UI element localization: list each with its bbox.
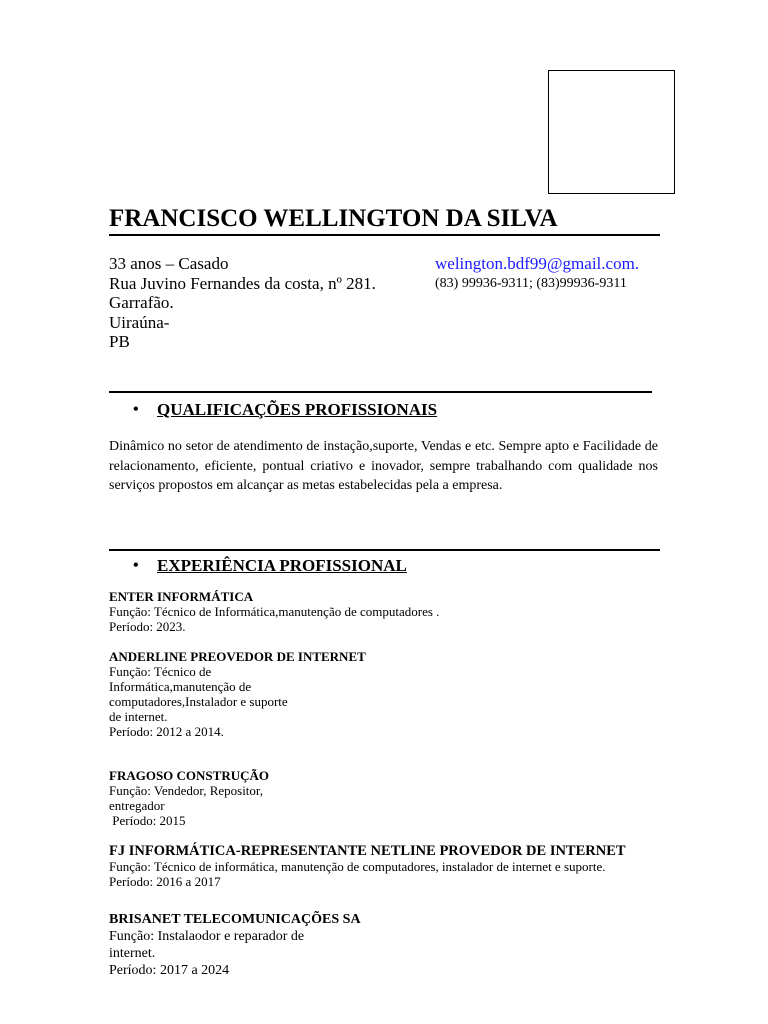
job-company: ANDERLINE PREOVEDOR DE INTERNET xyxy=(109,649,366,664)
job-role: Função: Instalaodor e reparador de xyxy=(109,929,305,944)
job-entry xyxy=(109,589,439,634)
job-period: Período: 2012 a 2014. xyxy=(109,724,224,739)
job-entry xyxy=(109,649,366,739)
job-role: Função: Técnico de informática, manutenção de computadores, instalador de internet e suporte. xyxy=(109,859,606,874)
job-entry xyxy=(109,768,289,828)
job-company: FRAGOSO CONSTRUÇÃO xyxy=(109,768,269,783)
photo-placeholder xyxy=(548,70,675,194)
job-entry xyxy=(109,844,626,889)
job-role: Função: Técnico de Informática,manutenção de computadores . xyxy=(109,604,440,619)
candidate-name: FRANCISCO WELLINGTON DA SILVA xyxy=(109,204,660,236)
job-company: FJ INFORMÁTICA-REPRESENTANTE NETLINE PROVEDOR DE INTERNET xyxy=(109,843,626,859)
divider xyxy=(109,391,652,393)
address-district: Garrafão. xyxy=(109,293,174,312)
qualifications-title: QUALIFICAÇÕES PROFISSIONAIS xyxy=(157,400,438,419)
phone-numbers: (83) 99936-9311; (83)99936-9311 xyxy=(435,276,627,291)
experience-title: EXPERIÊNCIA PROFISSIONAL xyxy=(157,556,407,575)
job-role: internet. xyxy=(109,946,156,961)
address-city: Uiraúna- xyxy=(109,312,170,332)
job-role: Informática,manutenção de xyxy=(109,679,252,694)
bullet-icon: • xyxy=(133,401,139,418)
address-state: PB xyxy=(109,332,130,351)
age-status: 33 anos – Casado xyxy=(109,254,229,273)
bullet-icon: • xyxy=(133,557,139,574)
email-link[interactable]: welington.bdf99@gmail.com. xyxy=(435,254,640,273)
job-period: Período: 2016 a 2017 xyxy=(109,874,221,889)
job-role: entregador xyxy=(109,798,165,813)
personal-info xyxy=(109,254,376,352)
qualifications-heading xyxy=(133,400,533,422)
address-street: Rua Juvino Fernandes da costa, nº 281. xyxy=(109,273,376,293)
qualifications-text: Dinâmico no setor de atendimento de instação,suporte, Vendas e etc. Sempre apto e Facilidade de relacionamento, eficiente, pontual criativo e inovador, sempre trabalhando com qualidade nos serviços propostos em alcançar as metas estabelecidas pela a empresa. xyxy=(109,439,658,493)
divider xyxy=(109,549,660,551)
job-period: Período: 2023. xyxy=(109,619,186,634)
job-period: Período: 2015 xyxy=(109,813,186,828)
job-company: BRISANET TELECOMUNICAÇÕES SA xyxy=(109,912,361,927)
job-entry xyxy=(109,911,361,979)
job-role: de internet. xyxy=(109,709,168,724)
job-role: computadores,Instalador e suporte xyxy=(109,694,288,709)
job-role: Função: Técnico de xyxy=(109,664,212,679)
job-company: ENTER INFORMÁTICA xyxy=(109,589,254,604)
job-period: Período: 2017 a 2024 xyxy=(109,963,230,978)
job-role: Função: Vendedor, Repositor, xyxy=(109,783,263,798)
experience-heading xyxy=(133,556,533,578)
